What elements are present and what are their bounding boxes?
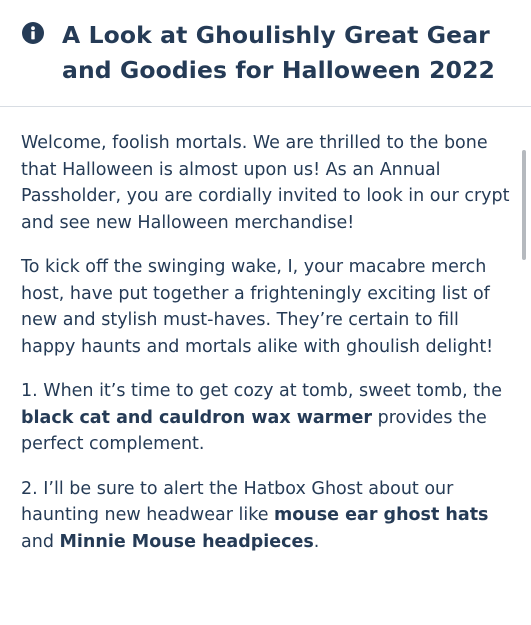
header-divider	[0, 106, 531, 107]
list-item-wax-warmer	[21, 378, 516, 458]
product-name-ghost-hats: mouse ear ghost hats	[274, 505, 489, 525]
scrollbar-thumb[interactable]	[522, 150, 526, 260]
list-item-text: 1. When it’s time to get cozy at tomb, sweet tomb, the	[21, 381, 502, 401]
page-title: A Look at Ghoulishly Great Gear and Goodies for Halloween 2022	[62, 21, 495, 84]
list-item-headwear	[21, 476, 516, 556]
product-name-wax-warmer: black cat and cauldron wax warmer	[21, 407, 373, 428]
list-item-text: 2. I’ll be sure to alert the Hatbox Ghost about our haunting new headwear like	[21, 478, 454, 525]
paragraph-merch-host: To kick off the swinging wake, I, your macabre merch host, have put together a frighteningly exciting list of new and stylish must-haves. They’re certain to fill happy haunts and mortals alike with ghoulish delight!	[21, 257, 494, 357]
list-item-text: and	[21, 531, 60, 552]
article-header	[0, 0, 531, 106]
paragraph-intro: Welcome, foolish mortals. We are thrilled to the bone that Halloween is almost upon us! As an Annual Passholder, you are cordially invited to look in our crypt and see new Halloween merchandise!	[21, 133, 510, 233]
product-name-minnie-headpieces: Minnie Mouse headpieces	[59, 531, 314, 552]
list-item-text: .	[313, 531, 320, 552]
info-circle-icon	[22, 22, 44, 44]
list-item-text: provides the perfect complement.	[21, 407, 487, 454]
article-body	[21, 130, 516, 573]
